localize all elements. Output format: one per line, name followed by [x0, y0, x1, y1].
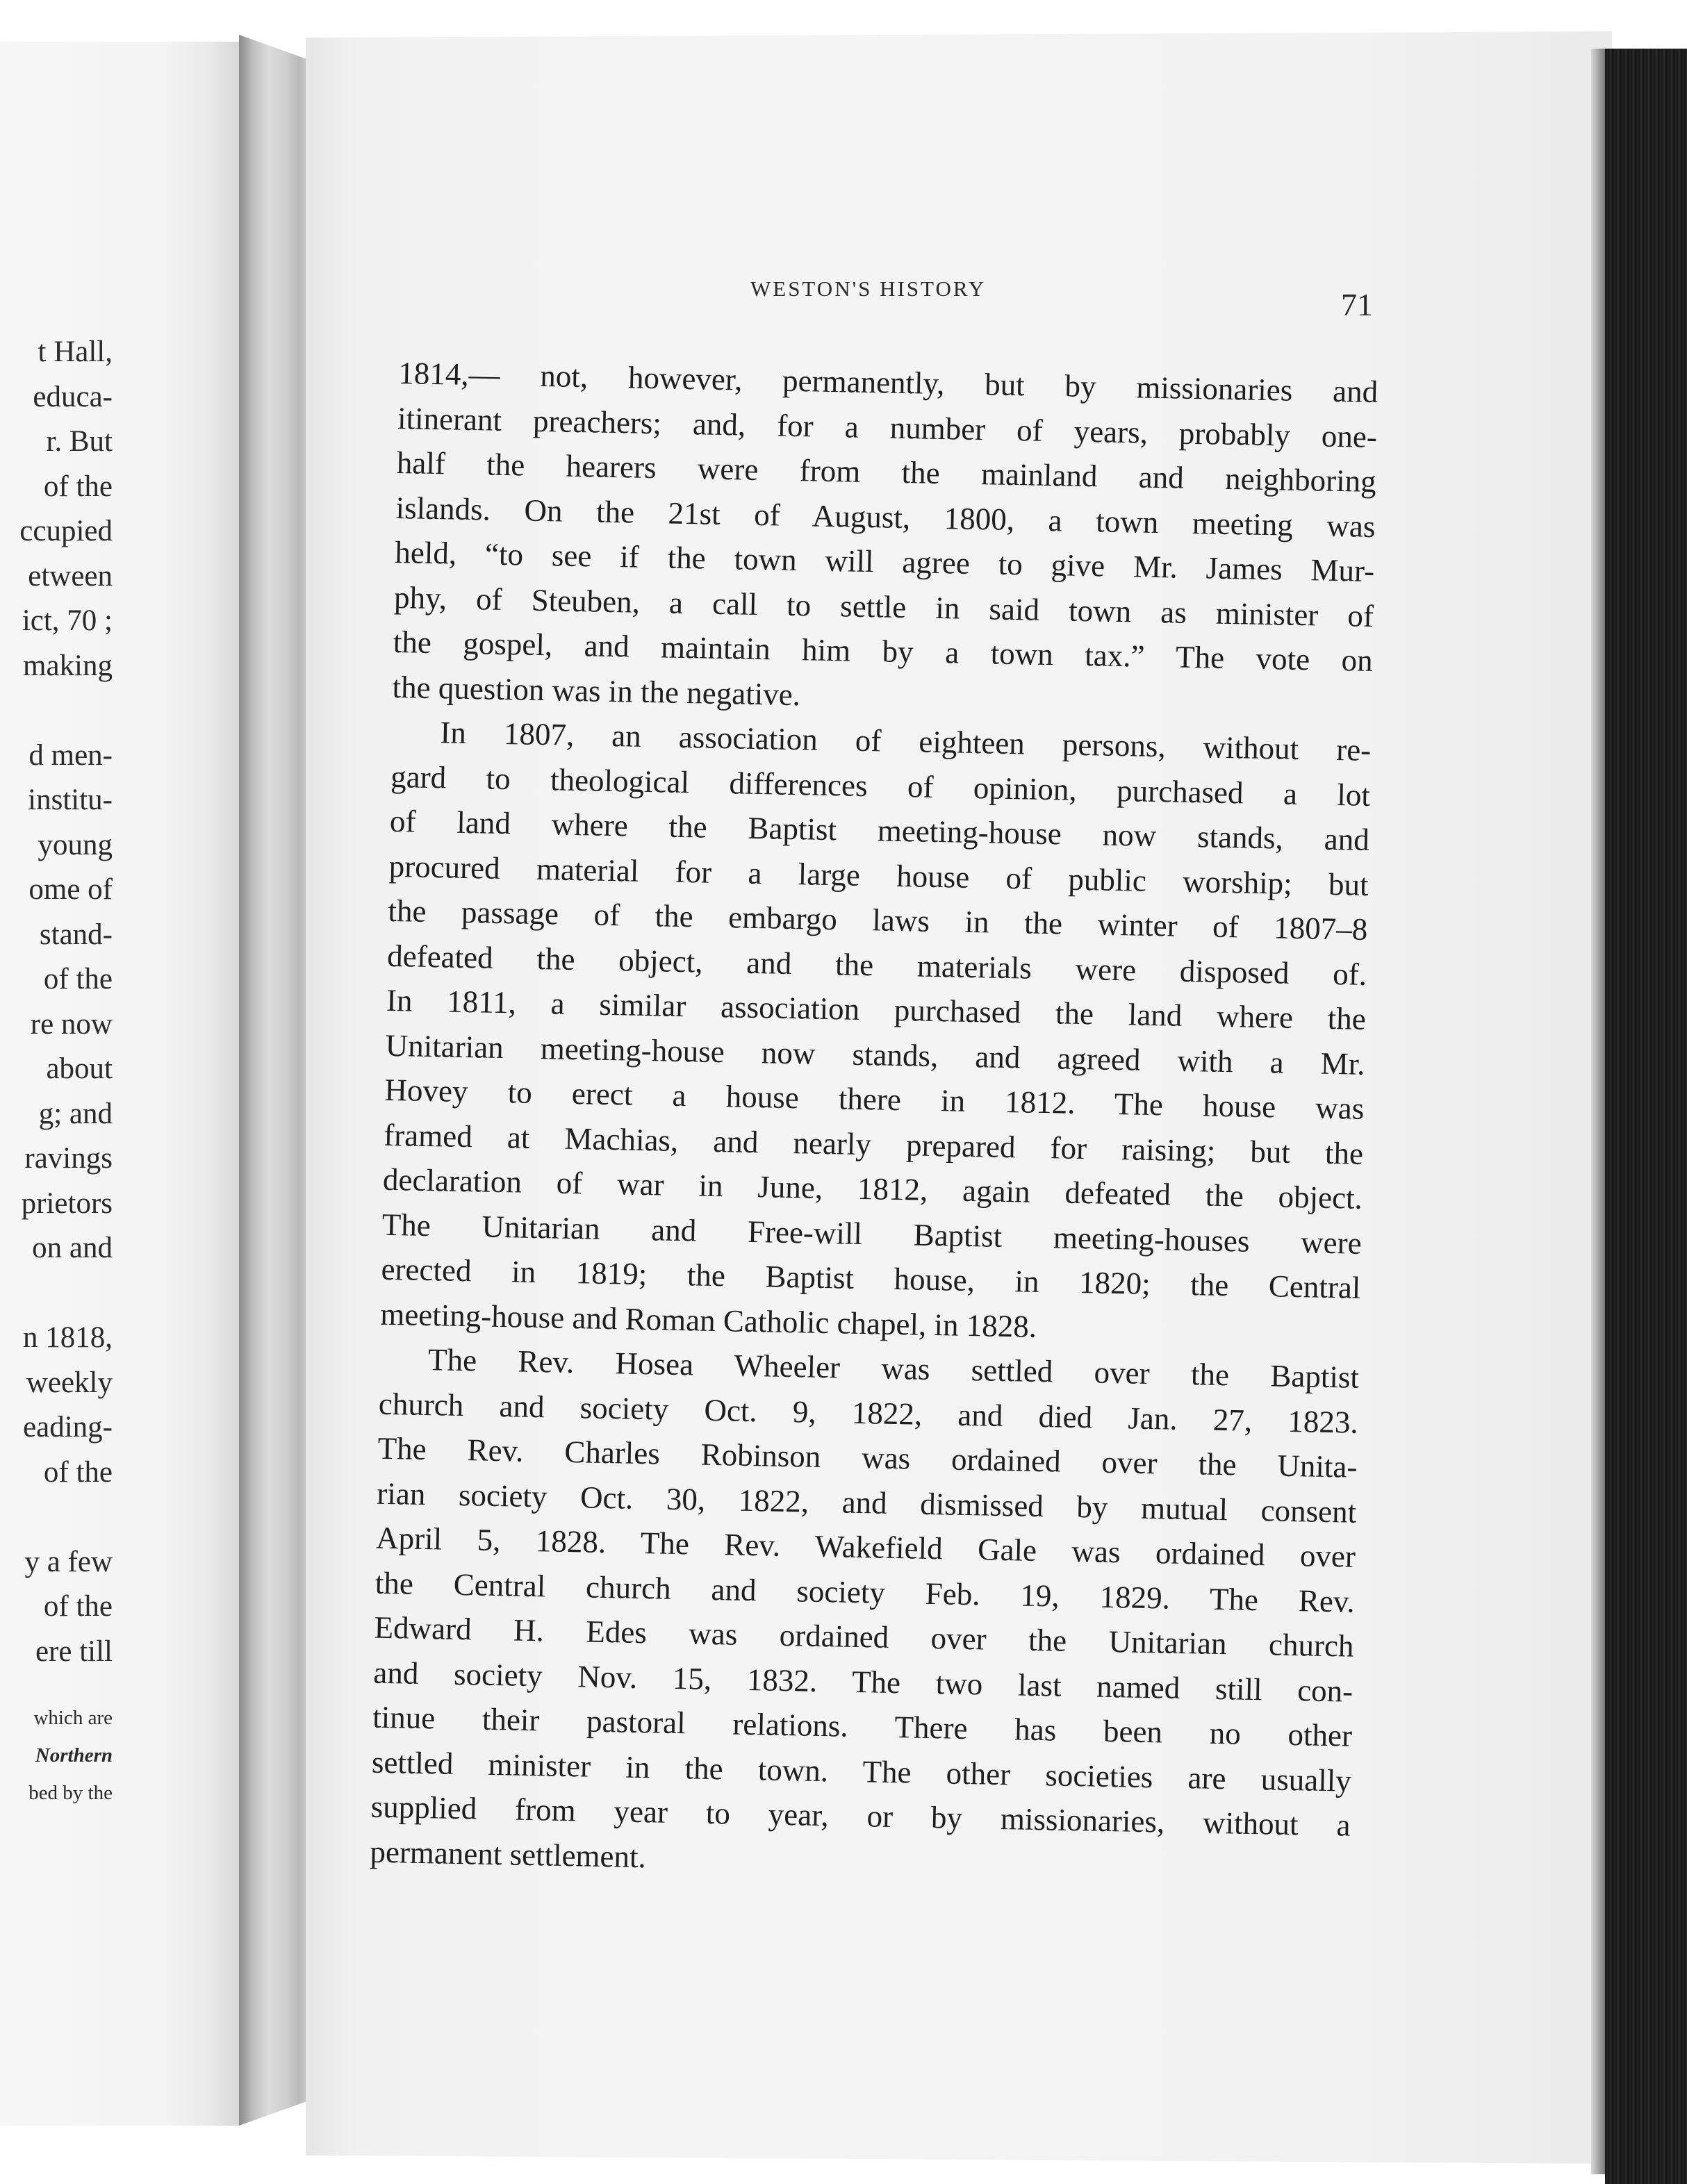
left-page-line: etween [28, 559, 113, 593]
left-page-line: educa- [33, 380, 113, 413]
running-head: WESTON'S HISTORY [750, 276, 987, 301]
left-page-line [0, 1271, 113, 1316]
text-line: permanent settlement. [370, 1834, 647, 1874]
left-page-line: young [38, 828, 113, 861]
text-line: In 1807, an association of eighteen persons, without re- [439, 715, 1372, 768]
left-page-line: r. But [46, 425, 113, 458]
text-line: Edward H. Edes was ordained over the Unitarian church [374, 1610, 1354, 1664]
left-page-line: eading- [23, 1411, 113, 1443]
text-line: 1814,— not, however, permanently, but by missionaries and [397, 355, 1379, 410]
text-line: the Central church and society Feb. 19, 1829. The Rev. [375, 1565, 1356, 1619]
text-line: The Rev. Hosea Wheeler was settled over the Baptist [427, 1342, 1360, 1395]
left-page-line: n 1818, [23, 1321, 113, 1354]
left-page-line: of the [43, 470, 113, 503]
book-page-edges [1605, 49, 1687, 2184]
text-line: church and society Oct. 9, 1822, and died Jan. 27, 1823. [378, 1386, 1359, 1440]
left-page-line: on and [32, 1232, 113, 1264]
text-line: the question was in the negative. [392, 669, 801, 712]
left-page-line [0, 1495, 113, 1540]
body-text [370, 351, 1379, 1893]
left-page-line: ere till [35, 1635, 113, 1668]
text-line: the passage of the embargo laws in the winter of 1807–8 [388, 893, 1368, 947]
page-number: 71 [1341, 287, 1373, 322]
text-line: settled minister in the town. The other societies are usually [371, 1744, 1352, 1798]
left-page-text [0, 330, 113, 1674]
left-page-line: about [46, 1052, 113, 1085]
left-page-line: stand- [39, 918, 113, 951]
text-line: procured material for a large house of public worship; but [388, 848, 1369, 902]
left-page-line: ravings [24, 1142, 113, 1175]
text-line: erected in 1819; the Baptist house, in 1820; the Central [381, 1251, 1361, 1305]
text-line: phy, of Steuben, a call to settle in said town as minister of [393, 579, 1374, 634]
left-page-line [0, 688, 113, 734]
left-footnote-line: bed by the [28, 1782, 113, 1804]
left-page-line: ict, 70 ; [22, 604, 113, 637]
text-line: held, “to see if the town will agree to give Mr. James Mur- [394, 534, 1375, 589]
text-line: itinerant preachers; and, for a number of years, probably one- [397, 400, 1378, 454]
left-footnote-line: which are [33, 1707, 113, 1729]
left-page-line: weekly [26, 1366, 113, 1399]
left-page-line: institu- [28, 784, 113, 816]
left-page-line: t Hall, [38, 336, 113, 368]
text-line: of land where the Baptist meeting-house now stands, and [389, 803, 1370, 857]
text-line: supplied from year to year, or by missionaries, without a [370, 1789, 1351, 1843]
left-page-line: y a few [24, 1545, 113, 1578]
text-line: April 5, 1828. The Rev. Wakefield Gale was ordained over [375, 1520, 1356, 1574]
left-page-line: g; and [38, 1097, 113, 1130]
text-line: rian society Oct. 30, 1822, and dismissed by mutual consent [376, 1475, 1357, 1530]
text-line: Hovey to erect a house there in 1812. The house was [384, 1072, 1365, 1126]
text-line: The Unitarian and Free-will Baptist meeting-houses were [381, 1207, 1363, 1261]
left-page-line: re now [30, 1007, 113, 1041]
left-page-footnote [0, 1699, 113, 1812]
left-page-line: making [23, 649, 113, 682]
left-page-line: of the [43, 963, 113, 995]
text-line: The Rev. Charles Robinson was ordained over the Unita- [377, 1430, 1358, 1484]
text-line: the gospel, and maintain him by a town tax.” The vote on [393, 624, 1374, 678]
left-page-line: ome of [28, 873, 113, 906]
left-page-line: prietors [21, 1186, 113, 1220]
text-line: meeting-house and Roman Catholic chapel, in 1828. [379, 1296, 1037, 1344]
left-page-line: of the [43, 1455, 113, 1489]
text-line: gard to theological differences of opinion, purchased a lot [390, 759, 1371, 813]
left-page-line: d men- [28, 738, 113, 772]
text-line: In 1811, a similar association purchased the land where the [386, 982, 1367, 1036]
left-page-line: of the [43, 1590, 113, 1623]
text-line: half the hearers were from the mainland and neighboring [396, 445, 1377, 499]
text-line: islands. On the 21st of August, 1800, a town meeting was [395, 490, 1376, 544]
text-line: Unitarian meeting-house now stands, and agreed with a Mr. [385, 1027, 1366, 1082]
text-line: declaration of war in June, 1812, again defeated the object. [382, 1161, 1363, 1216]
left-footnote-line: Northern [35, 1744, 113, 1767]
text-line: defeated the object, and the materials were disposed of. [386, 938, 1367, 992]
left-page-line: ccupied [19, 515, 113, 547]
text-line: tinue their pastoral relations. There has been no other [372, 1699, 1353, 1753]
text-line: framed at Machias, and nearly prepared for raising; but the [383, 1117, 1364, 1171]
text-line: and society Nov. 15, 1832. The two last named still con- [372, 1655, 1353, 1709]
